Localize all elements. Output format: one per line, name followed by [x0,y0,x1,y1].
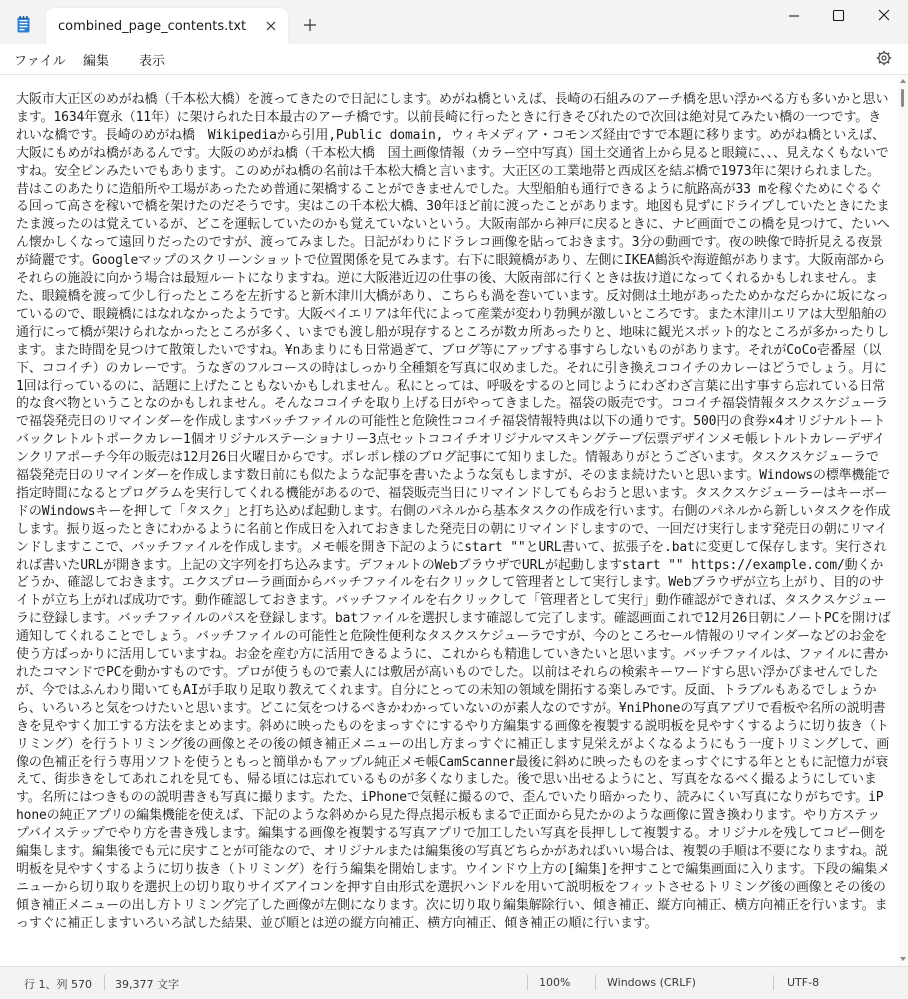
vertical-scrollbar[interactable] [898,75,908,966]
status-divider [595,975,596,990]
minimize-icon[interactable] [776,6,812,26]
status-character-count: 39,377 文字 [115,978,179,991]
title-bar[interactable] [0,0,908,44]
scroll-down-arrow-icon[interactable] [899,955,907,963]
tab-close-icon[interactable] [264,19,278,33]
scroll-up-arrow-icon[interactable] [899,77,907,85]
tab-title: combined_page_contents.txt [58,19,247,34]
menu-view[interactable]: 表示 [139,54,166,69]
new-tab-icon[interactable] [302,17,318,33]
menu-file[interactable]: ファイル [14,54,66,69]
status-encoding: UTF-8 [787,976,820,989]
text-editor[interactable] [0,75,897,966]
status-cursor-position: 行 1、列 570 [24,978,92,991]
status-divider [104,975,105,990]
scrollbar-thumb[interactable] [901,89,904,107]
status-divider [527,975,528,990]
status-divider [773,975,774,990]
menu-edit[interactable]: 編集 [83,54,110,69]
notepad-app-icon [17,16,30,33]
document-text[interactable]: 大阪市大正区のめがね橋（千本松大橋）を渡ってきたので日記にします。めがね橋といえば、長崎の石組みのアーチ橋を思い浮かべる方も多いかと思います。1634年寛永（11年）に架けられた日本最古のアーチ橋です。以前長崎に行ったときに行きそびれたので次回は絶対見てみたい橋の一つです。きれいな橋です。長崎のめがね橋 Wikipediaから引用,Public domain, ウィキメディア・コモンズ経由ですで本題に移ります。めがね橋といえば、大阪にもめがね橋があるんです。大阪のめがね橋（千本松大橋 国土画像情報（カラー空中写真）国土交通省上から見ると眼鏡に、、、見えなくもないですね。安全ピンみたいでもあります。このめがね橋の名前は千本松大橋と言います。大正区の工業地帯と西成区を結ぶ橋で1973年に架けられました。昔はこのあたりに造船所や工場があったため普通に架橋することができませんでした。大型船舶も通行できるように航路高が33 mを稼ぐためにぐるぐる回って高さを稼いで橋を架けたのだそうです。実はこの千本松大橋、30年ほど前に渡ったことがあります。地図も見ずにドライブしていたときにたまたま渡ったのは覚えているが、どこを運転していたのかも覚えていないという。大阪南部から神戸に戻るときに、ナビ画面でこの橋を見つけて、たいへん懐かしくなって遠回りだったのですが、渡ってみました。日記がわりにドラレコ画像を貼っておきます。3分の動画です。夜の映像で時折見える夜景が綺麗です。Googleマップのスクリーンショットで位置関係を見てみます。右下に眼鏡橋があり、左側にIKEA鶴浜や海遊館があります。大阪南部からそれらの施設に向かう場合は最短ルートになりますね。逆に大阪港近辺の仕事の後、大阪南部に行くときは抜け道になってくれるかもしれません。また、眼鏡橋を渡って少し行ったところを左折すると新木津川大橋があり、こちらも渦を巻いています。反対側は土地があったためかなだらかに坂になっているので、眼鏡橋にはなれなかったようです。大阪ベイエリアは年代によって産業が変わり勃興が激しいところです。また木津川エリアは大型船舶の通行にって橋が架けられなかったところが多く、いまでも渡し船が現存するところが数カ所あったりと、地味に観光スポット的なところが多かったりします。また時間を見つけて散策したいですね。¥nあまりにも日常過ぎて、ブログ等にアップする事すらしないものがあります。それがCoCo壱番屋（以下、ココイチ）のカレーです。うなぎのフルコースの時はしっかり全種類を写真に収めました。それに引き換えココイチのカレーはどうでしょう。月に1回は行っているのに、話題に上げたこともないかもしれません。私にとっては、呼吸をするのと同じようにわざわざ言葉に出す事すら忘れている日常的な食べ物ということなのかもしれません。そんなココイチを取り上げる日がやってきました。福袋の販売です。ココイチ福袋情報タスクスケジューラで福袋発売日のリマインダーを作成しますバッチファイルの可能性と危険性ココイチ福袋情報特典は以下の通りです。500円の食券×4オリジナルトートバックレトルトポークカレー1個オリジナルステーショナリー3点セットココイチオリジナルマスキングテープ伝票デザインメモ帳レトルトカレーデザインクリアポーチ今年の販売は12月26日火曜日からです。ポレポレ様のブログ記事にて知りました。情報ありがとうございます。タスクスケジューラで福袋発売日のリマインダーを作成します数日前にも似たような記事を書いたような気もしますが、そのまま続けたいと思います。Windowsの標準機能で指定時間になるとプログラムを実行してくれる機能があるので、福袋販売当日にリマインドしてもらおうと思います。タスクスケジューラーはキーボードのWindowsキーを押して「タスク」と打ち込めば起動します。右側のパネルから基本タスクの作成を行います。右側のパネルから新しいタスクを作成します。振り返ったときにわかるように名前と作成日を入れておきました発売日の朝にリマインドしますので、一回だけ実行します発売日の朝にリマインドしますここで、バッチファイルを作成します。メモ帳を開き下記のようにstart ""とURL書いて、拡張子を.batに変更して保存します。実行されれば書いたURLが開きます。上記の文字列を打ち込みます。デフォルトのWebブラウザでURLが起動しますstart "" https://example.com/動くかどうか、確認しておきます。エクスプローラ画面からバッチファイルを右クリックして管理者として実行します。Webブラウザが立ち上がり、目的のサイトが立ち上がれば成功です。動作確認しておきます。バッチファイルを右クリックして「管理者として実行」動作確認ができれば、タスクスケジューラに登録します。バッチファイルのパスを登録します。batファイルを選択します確認して完了します。確認画面これで12月26日朝にノートPCを開けば通知してくれることでしょう。バッチファイルの可能性と危険性便利なタスクスケジューラですが、今のところセール情報のリマインダーなどのお金を使う方ばっかりに活用していますね。お金を産む方に活用できるように、これからも精進していきたいと思います。バッチファイルは、ファイルに書かれたコマンドでPCを動かすものです。プロが使うもので素人には敷居が高いものでした。以前はそれらの検索キーワードすら思い浮かびませんでしたが、今ではふんわり聞いてもAIが手取り足取り教えてくれます。自分にとっての未知の領域を開拓する楽しみです。反面、トラブルもあるでしょうから、いろいろと気をつけたいと思います。どこに気をつけるべきかわかっていないのが素人なのですが。¥niPhoneの写真アプリで看板や名所の説明書きを見やすく加工する方法をまとめます。斜めに映ったものをまっすぐにするやり方編集する画像を複製する説明板を見やすくするように切り抜き（トリミング）を行うトリミング後の画像とその後の傾き補正メニューの出し方まっすぐに補正します見栄えがよくなるようにもう一度トリミングして、画像の色補正を行う専用ソフトを使うともっと簡単かもアップル純正メモ帳CamScanner最後に斜めに映ったものをまっすぐにする年とともに記憶力が衰えて、街歩きをしてあれこれを見ても、帰る頃には忘れているものが多くなりました。後で思い出せるようにと、写真をなるべく撮るようにしています。名所にはつきものの説明書きも写真に撮ります。たた、iPhoneで気軽に撮るので、歪んでいたり暗かったり、読みにくい写真になりがちです。iPhoneの純正アプリの編集機能を使えば、下記のような斜めから見た得点掲示板もまるで正面から見たかのような画像に置き換わります。やり方ステップバイステップでやり方を書き残します。編集する画像を複製する写真アプリで加工したい写真を長押しして複製する。オリジナルを残してコピー側を編集します。編集後でも元に戻すことが可能なので、オリジナルまたは編集後の写真どちらかがあればいい場合は、複製の手順は不要になりますね。説明板を見やすくするように切り抜き（トリミング）を行う編集を開始します。ウインドウ上方の[編集]を押すことで編集画面に入ります。下段の編集メニューから切り取りを選択上の切り取りサイズアイコンを押す自由形式を選択ハンドルを用いて説明板をフィットさせるトリミング後の画像とその後の傾き補正メニューの出し方トリミング完了した画像が左側になります。次に切り取り編集解除行い、傾き補正、縦方向補正、横方向補正を行います。まっすぐに補正しますいろいろ試した結果、並び順とは逆の縦方向補正、横方向補正、傾き補正の順に行います。 [16,92,891,931]
status-zoom[interactable]: 100% [539,976,571,989]
status-line-ending: Windows (CRLF) [607,976,696,989]
close-window-icon[interactable] [866,6,902,26]
settings-gear-icon[interactable] [876,50,892,66]
status-bar [0,966,908,999]
menu-bar [0,44,908,75]
maximize-icon[interactable] [820,6,856,26]
tab-document[interactable] [46,8,288,45]
